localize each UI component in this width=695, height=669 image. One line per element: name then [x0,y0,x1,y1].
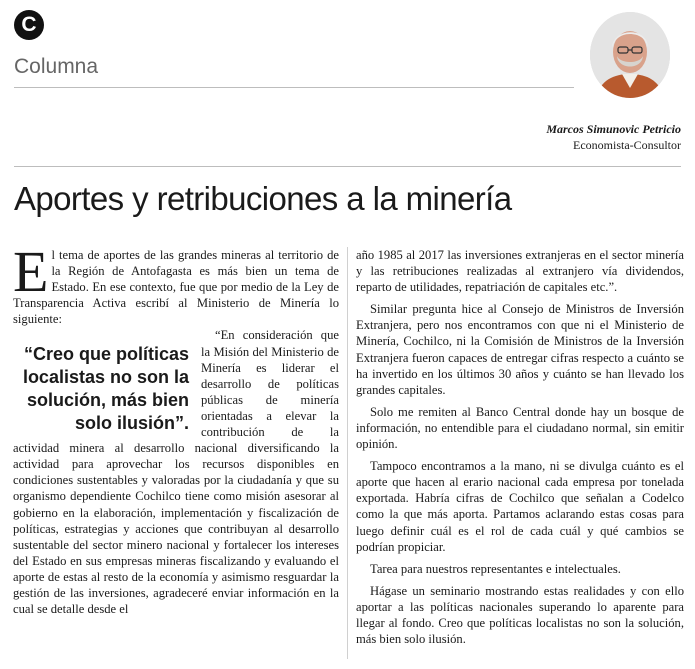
paragraph-intro-text: l tema de aportes de las grandes mineras al territorio de la Región de Antofagasta es más bien un tema de Estado. En ese contexto, fue que por medio de la Ley de Transparencia Activa escribí al Ministerio de Minería lo siguiente: [13,248,339,327]
author-photo [590,12,670,98]
article-column-right [356,247,684,647]
drop-cap: E [13,239,49,304]
author-name: Marcos Simunovic Petricio [546,122,681,136]
top-divider [14,87,574,88]
pull-quote: “Creo que políticas localistas no son la solución, más bien solo ilusión”. [22,344,189,434]
paragraph-continuation: año 1985 al 2017 las inversiones extranjeras en el sector minería y las retribuciones realizadas al extranjero vía dividendos, reparto de utilidades, repatriación de capitales etc.”. [356,248,684,295]
paragraph-intro [13,239,339,327]
paragraph-similar-question: Similar pregunta hice al Consejo de Ministros de Inversión Extranjera, pero nos encontramos con que ni el Ministerio de Minería, Cochilco, ni la Comisión de Ministros de la Inversión Extranjera fueron capaces de entregar cifras respecto a cuánto se ha invertido en los últimos 30 años y cuánto se han llevado los grandes capitales. [356,302,684,397]
paragraph-request: “En consideración que la Misión del Ministerio de Minería es liderar el desarrollo de políticas públicas de minería orientadas a elevar la contribución de la actividad minera al desarrollo nacional diversificando la actividad para aprovechar los recursos disponibles en condiciones sustentables y valoradas por la ciudadanía y que su organismo dependiente Cochilco tiene como misión asesorar al gobierno en la elaboración, implementación y fiscalización de políticas, estrategias y acciones que contribuyan al desarrollo sustentable del sector minero nacional y fortalecer los intereses del Estado en sus empresas mineras fiscalizando y evaluando el aporte de estas al resto de la economía y asimismo resguardar la gestión de las inversiones, agradeceré enviar información en la cual se detalle desde el [13,328,339,617]
column-divider [347,247,348,659]
paragraph-central-bank: Solo me remiten al Banco Central donde hay un bosque de información, no entendible para el ciudadano normal, sin emitir opinión. [356,404,684,452]
author-role: Economista-Consultor [573,138,681,152]
section-label: Columna [14,55,99,78]
article-headline: Aportes y retribuciones a la minería [14,180,512,217]
paragraph-exports: Tampoco encontramos a la mano, ni se divulga cuánto es el aporte que hacen al erario nacional cada empresa por tonelada exportada. Habría cifras de Cochilco que señalan a Codelco como la que más aporta. Partamos aclarando estas cosas para luego definir cuál es el rol de cada cuál y qué cambios se podrían propiciar. [356,459,684,554]
author-portrait-icon [590,12,670,98]
column-badge: C [14,10,44,40]
article-column-left [13,239,339,617]
paragraph-task: Tarea para nuestros representantes e intelectuales. [370,561,621,576]
paragraph-seminar: Hágase un seminario mostrando estas realidades y con ello aportar a las políticas nacionales superando lo aparente para llegar al fondo. Creo que políticas localistas no son la solución, más bien solo ilusión. [356,583,684,647]
headline-top-rule [14,166,681,167]
